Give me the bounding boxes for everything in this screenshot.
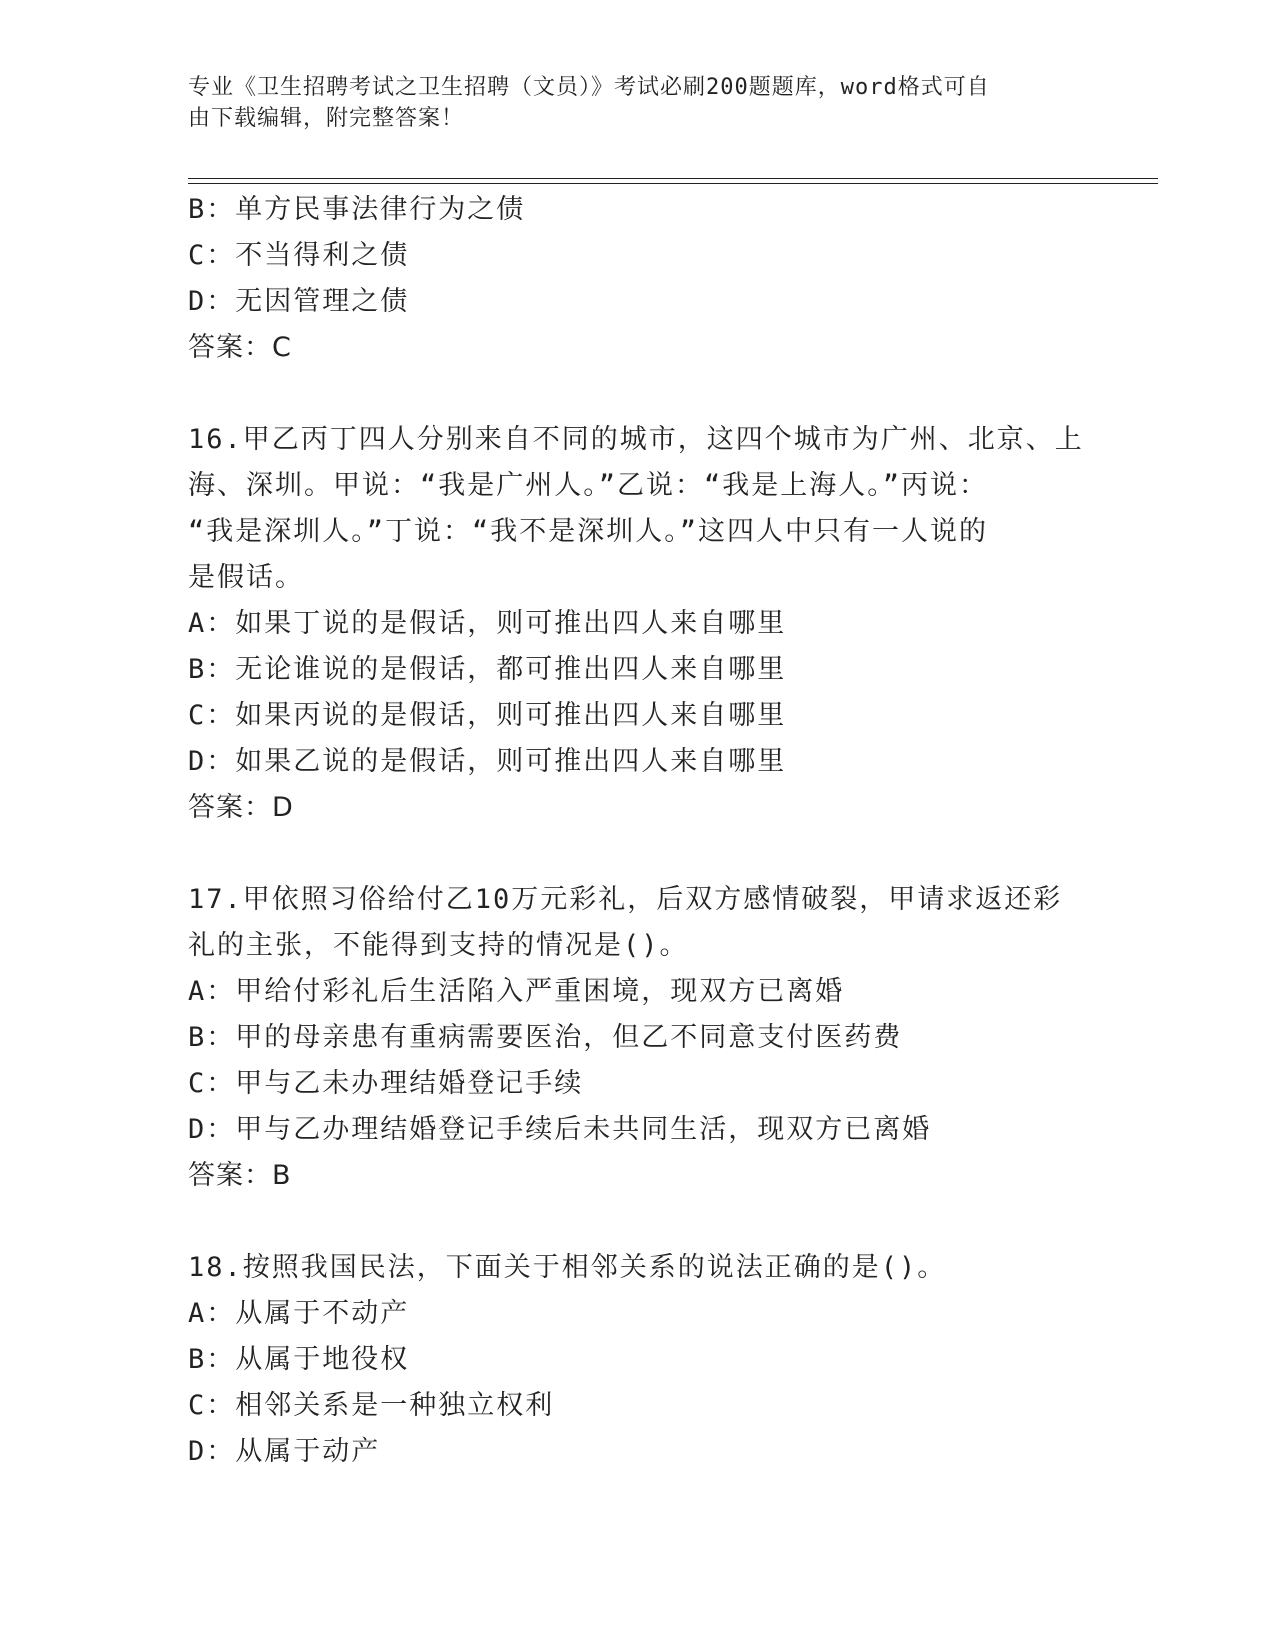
option-b: B：甲的母亲患有重病需要医治，但乙不同意支付医药费 — [188, 1022, 903, 1053]
option-c: C：如果丙说的是假话，则可推出四人来自哪里 — [188, 700, 787, 731]
spacer — [188, 1199, 1088, 1245]
header-line-1: 专业《卫生招聘考试之卫生招聘（文员）》考试必刷200题题库，word格式可自 — [188, 75, 990, 100]
question-stem-line: 海、深圳。甲说：“我是广州人。”乙说：“我是上海人。”丙说： — [188, 470, 989, 501]
spacer — [188, 831, 1088, 877]
option-b: B：无论谁说的是假话，都可推出四人来自哪里 — [188, 654, 787, 685]
option-c: C：不当得利之债 — [188, 240, 410, 271]
option-a: A：如果丁说的是假话，则可推出四人来自哪里 — [188, 608, 787, 639]
spacer — [188, 371, 1088, 417]
question-17 — [188, 877, 1088, 1199]
header-line-2: 由下载编辑，附完整答案！ — [188, 106, 465, 131]
answer: 答案：C — [188, 332, 292, 363]
question-15 — [188, 187, 1088, 371]
question-stem-line: 17.甲依照习俗给付乙10万元彩礼，后双方感情破裂，甲请求返还彩 — [188, 884, 1063, 915]
option-c: C：甲与乙未办理结婚登记手续 — [188, 1068, 584, 1099]
option-c: C：相邻关系是一种独立权利 — [188, 1390, 555, 1421]
option-b: B：单方民事法律行为之债 — [188, 194, 526, 225]
question-list — [188, 187, 1088, 1475]
question-16 — [188, 417, 1088, 831]
answer: 答案：D — [188, 792, 294, 823]
answer: 答案：B — [188, 1160, 292, 1191]
header-divider-bottom — [188, 183, 1158, 184]
option-d: D：如果乙说的是假话，则可推出四人来自哪里 — [188, 746, 787, 777]
document-header — [188, 72, 1088, 134]
option-d: D：无因管理之债 — [188, 286, 410, 317]
question-stem-line: 是假话。 — [188, 562, 304, 593]
option-a: A：从属于不动产 — [188, 1298, 410, 1329]
question-stem-line: 礼的主张，不能得到支持的情况是()。 — [188, 930, 689, 961]
option-b: B：从属于地役权 — [188, 1344, 410, 1375]
question-stem-line: “我是深圳人。”丁说：“我不是深圳人。”这四人中只有一人说的 — [188, 516, 989, 547]
option-a: A：甲给付彩礼后生活陷入严重困境，现双方已离婚 — [188, 976, 845, 1007]
question-stem-line: 16.甲乙丙丁四人分别来自不同的城市，这四个城市为广州、北京、上 — [188, 424, 1084, 455]
header-divider-top — [188, 178, 1158, 179]
question-18 — [188, 1245, 1088, 1475]
option-d: D：从属于动产 — [188, 1436, 381, 1467]
question-stem-line: 18.按照我国民法，下面关于相邻关系的说法正确的是()。 — [188, 1252, 947, 1283]
option-d: D：甲与乙办理结婚登记手续后未共同生活，现双方已离婚 — [188, 1114, 932, 1145]
